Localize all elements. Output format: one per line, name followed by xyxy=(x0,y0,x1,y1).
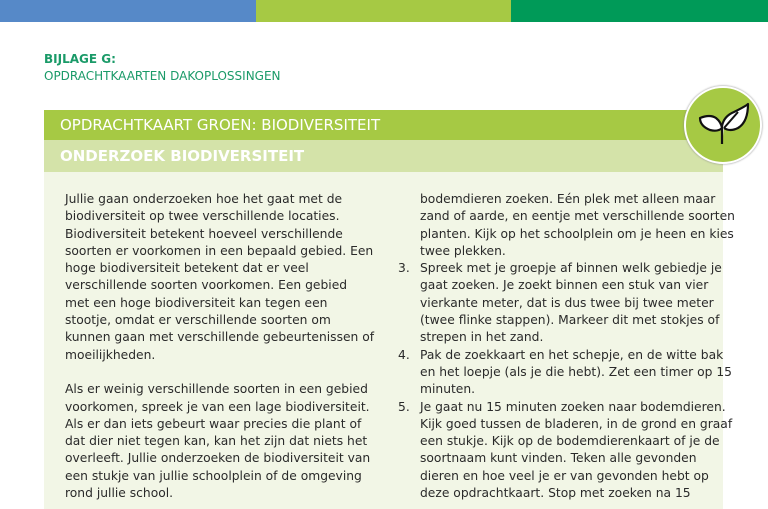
list-text: Je gaat nu 15 minuten zoeken naar bodemdieren. Kijk goed tussen de bladeren, in de grond en graaf een stukje. Kijk op de bodemdierenkaart of je de soortnaam kunt vinden. Teken alle gevonden dieren en hoe veel je er van gevonden hebt op deze opdrachtkaart. Stop met zoeken na 15 xyxy=(420,399,733,501)
appendix-label: BIJLAGE G: xyxy=(44,52,116,66)
intro-paragraph: Jullie gaan onderzoeken hoe het gaat met de biodiversiteit op twee verschillende locaties. Biodiversiteit betekent hoeveel verschillende soorten er voorkomen in een bepaald gebied. Een hoge biodiversiteit betekent dat er veel verschillende soorten voorkomen. Een gebied met een hoge biodiversiteit kan tegen een stootje, omdat er verschillende soorten om kunnen gaan met verschillende gebeurtenissen of moeilijkheden. xyxy=(65,192,375,362)
top-bar-blue xyxy=(0,0,256,22)
plant-badge xyxy=(684,86,762,164)
list-number: 4. xyxy=(398,347,410,362)
list-text: Spreek met je groepje af binnen welk gebiedje je gaat zoeken. Je zoekt binnen een stuk van vier vierkante meter, dat is dus twee bij twee meter (twee flinke stappen). Markeer dit met stokjes of strepen in het zand. xyxy=(420,261,722,345)
list-number: 5. xyxy=(398,399,410,414)
top-bar-lime xyxy=(256,0,511,22)
right-column xyxy=(398,191,738,502)
card-title: OPDRACHTKAART GROEN: BIODIVERSITEIT xyxy=(44,110,704,140)
list-item xyxy=(398,260,738,346)
list-text: Pak de zoekkaart en het schepje, en de witte bak en het loepje (als je die hebt). Zet een timer op 15 minuten. xyxy=(420,347,732,397)
low-biodiversity-paragraph: Als er weinig verschillende soorten in een gebied voorkomen, spreek je van een lage biodiversiteit. Als er dan iets gebeurt waar precies die plant of dat dier niet tegen kan, kan het zijn dat niets het overleeft. Jullie onderzoeken de biodiversiteit van een stukje van jullie schoolplein of de omgeving rond jullie school. xyxy=(65,382,371,501)
list-number: 3. xyxy=(398,261,410,276)
top-bar-green xyxy=(511,0,768,22)
step-2-continued: bodemdieren zoeken. Eén plek met alleen maar zand of aarde, en eentje met verschillende soorten planten. Kijk op het schoolplein om je heen en kies twee plekken. xyxy=(420,192,735,258)
card-subtitle: ONDERZOEK BIODIVERSITEIT xyxy=(44,140,723,172)
list-item xyxy=(398,399,738,503)
list-item xyxy=(398,347,738,399)
appendix-subtitle: OPDRACHTKAARTEN DAKOPLOSSINGEN xyxy=(44,69,281,83)
plant-sprout-icon xyxy=(686,88,760,162)
left-column xyxy=(65,191,375,502)
